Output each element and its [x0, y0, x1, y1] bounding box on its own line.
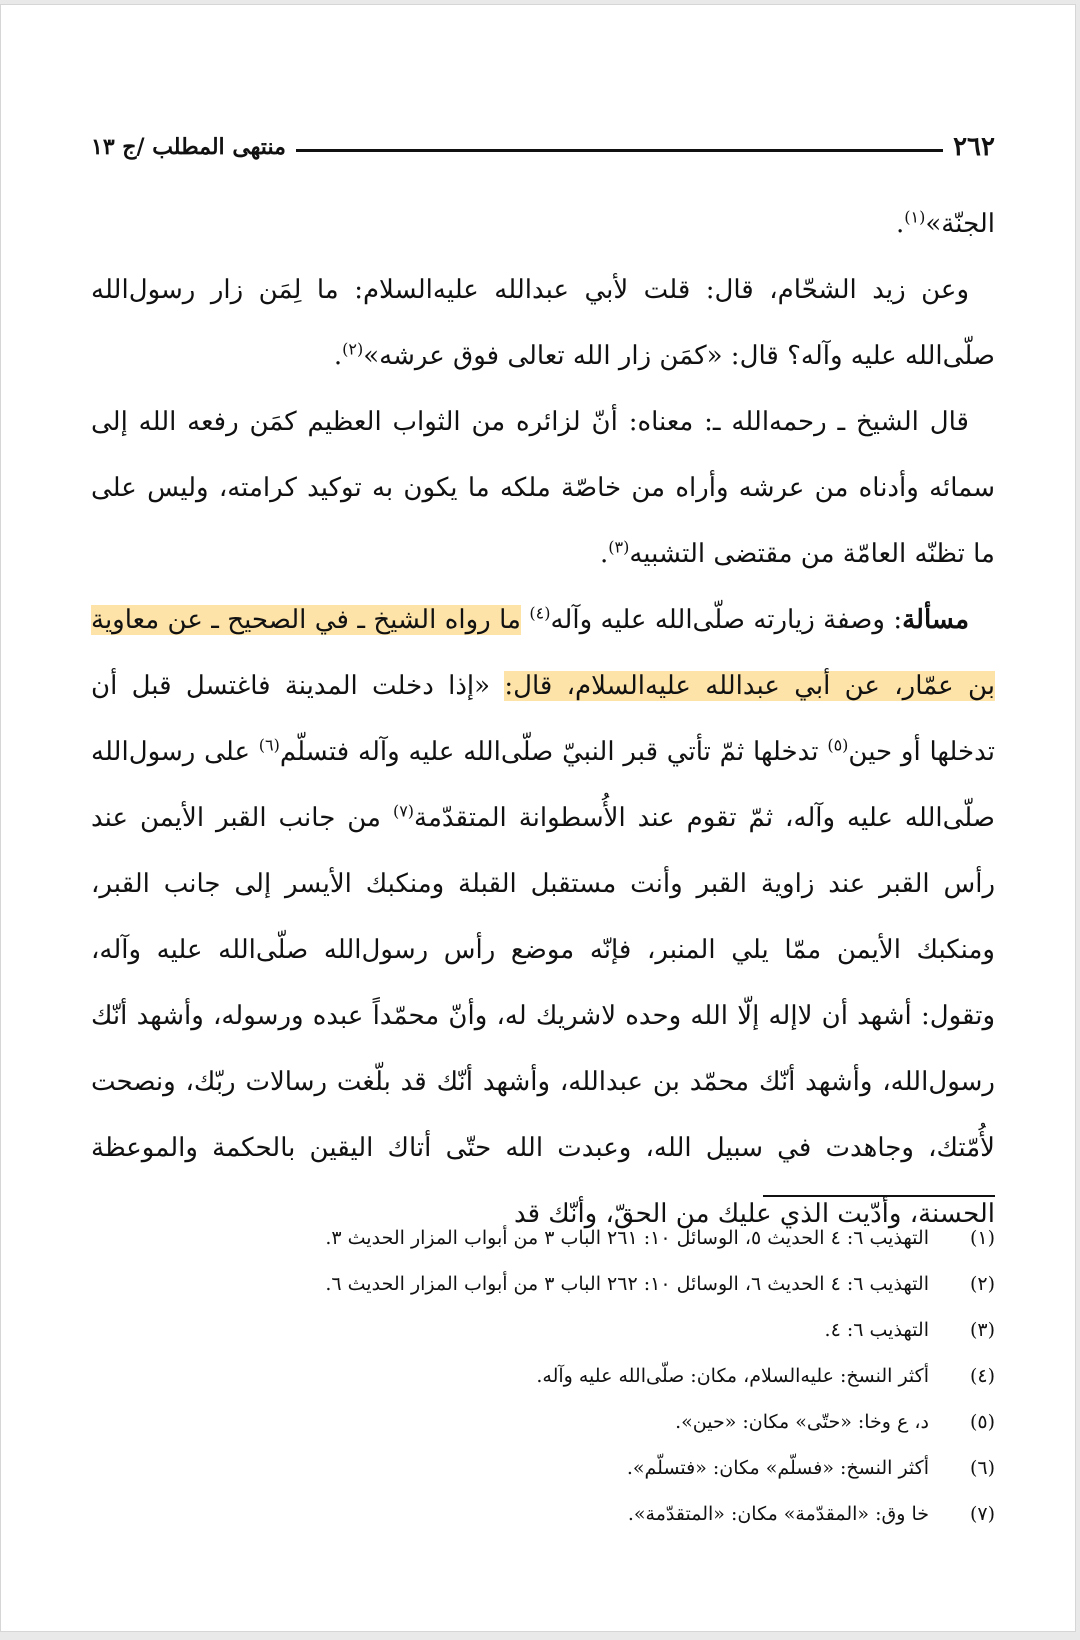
footnote-number: (٥) [969, 1411, 995, 1433]
footnote-separator [763, 1195, 995, 1197]
paragraph [91, 587, 995, 1247]
footnote-marker[interactable]: (٣) [608, 537, 630, 557]
footnote-item [91, 1445, 995, 1491]
footnote-number: (٤) [969, 1365, 995, 1387]
text-segment: . [599, 539, 609, 569]
text-segment: تدخلها ثمّ تأتي قبر النبيّ صلّى‌الله عليه وآله فتسلّم [279, 737, 828, 767]
footnote-text: التهذيب ٦: ٤ الحديث ٦، الوسائل ١٠: ٢٦٢ الباب ٣ من أبواب المزار الحديث ٦. [325, 1273, 929, 1295]
footnote-number: (٣) [969, 1319, 995, 1341]
footnote-number: (٢) [969, 1273, 995, 1295]
footnote-marker[interactable]: (٤) [529, 603, 551, 623]
footnote-text: د، ع وخا: «حتّى» مكان: «حين». [675, 1411, 929, 1433]
footnote-number: (٦) [969, 1457, 995, 1479]
text-segment: من جانب القبر الأيمن عند رأس القبر عند زاوية القبر وأنت مستقبل القبلة ومنكبك الأيسر إلى جانب القبر، ومنكبك الأيمن ممّا يلي المنبر، فإنّه موضع رأس رسول‌الله صلّى‌الله عليه وآله، وتقول: أشهد أن لاإله إلّا الله وحده لاشريك له، وأنّ محمّداً عبده ورسوله، وأشهد أنّك رسول‌الله، وأشهد أنّك محمّد بن عبدالله، وأشهد أنّك قد بلّغت رسالات ربّك، ونصحت لأُمّتك، وجاهدت في سبيل الله، وعبدت الله حتّى أتاك اليقين بالحكمة والموعظة الحسنة، وأدّيت الذي عليك من الحقّ، وأنّك قد [91, 803, 995, 1229]
footnote-item [91, 1491, 995, 1537]
footnote-text: أكثر النسخ: عليه‌السلام، مكان: صلّى‌الله عليه وآله. [536, 1365, 929, 1387]
text-segment: : وصفة زيارته صلّى‌الله عليه وآله [550, 605, 903, 635]
highlighted-text: ما رواه الشيخ ـ في الصحيح ـ عن معاوية بن عمّار، عن أبي عبدالله عليه‌السلام، قال: [91, 605, 995, 701]
running-title: منتهى المطلب /ج ١٣ [91, 134, 286, 160]
footnote-text: التهذيب ٦: ٤ الحديث ٥، الوسائل ١٠: ٢٦١ الباب ٣ من أبواب المزار الحديث ٣. [325, 1227, 929, 1249]
book-page [0, 4, 1076, 1632]
footnote-marker[interactable]: (٥) [827, 735, 849, 755]
paragraph [91, 389, 995, 587]
text-segment: الجنّة» [925, 209, 995, 239]
footnote-item [91, 1353, 995, 1399]
footnote-marker[interactable]: (٦) [258, 735, 280, 755]
paragraph [91, 191, 995, 257]
text-segment: على رسول‌الله صلّى‌الله عليه وآله، ثمّ تقوم عند الأُسطوانة المتقدّمة [91, 737, 995, 833]
paragraph [91, 257, 995, 389]
footnote-marker[interactable]: (٢) [342, 339, 364, 359]
footnote-text: خا وق: «المقدّمة» مكان: «المتقدّمة». [627, 1503, 929, 1525]
text-segment: قال الشيخ ـ رحمه‌الله ـ: معناه: أنّ لزائره من الثواب العظيم كمَن رفعه الله إلى سمائه وأدناه من عرشه وأراه من خاصّة ملكه ما يكون به توكيد كرامته، وليس على ما تظنّه العامّة من مقتضى التشبيه [91, 407, 995, 569]
footnote-item [91, 1215, 995, 1261]
footnote-marker[interactable]: (٧) [392, 801, 415, 821]
issue-label: مسألة [902, 605, 969, 635]
footnote-text: أكثر النسخ: «فسلّم» مكان: «فتسلّم». [626, 1457, 929, 1479]
footnotes [91, 1215, 995, 1537]
main-text [91, 191, 995, 1247]
footnote-item [91, 1399, 995, 1445]
footnote-marker[interactable]: (١) [904, 207, 926, 227]
header-rule [296, 149, 943, 152]
text-segment: . [333, 341, 343, 371]
page-number: ٢٦٢ [953, 132, 995, 162]
footnote-item [91, 1307, 995, 1353]
text-segment: وعن زيد الشحّام، قال: قلت لأبي عبدالله عليه‌السلام: ما لِمَن زار رسول‌الله صلّى‌الله عليه وآله؟ قال: «كمَن زار الله تعالى فوق عرشه» [91, 275, 995, 371]
page-header [91, 129, 995, 165]
footnote-item [91, 1261, 995, 1307]
footnote-text: التهذيب ٦: ٤. [824, 1319, 929, 1341]
text-segment: «إذا دخلت المدينة فاغتسل قبل أن تدخلها أو حين [91, 671, 995, 767]
text-segment: . [896, 209, 905, 239]
footnote-number: (١) [969, 1227, 995, 1249]
footnote-number: (٧) [969, 1503, 995, 1525]
